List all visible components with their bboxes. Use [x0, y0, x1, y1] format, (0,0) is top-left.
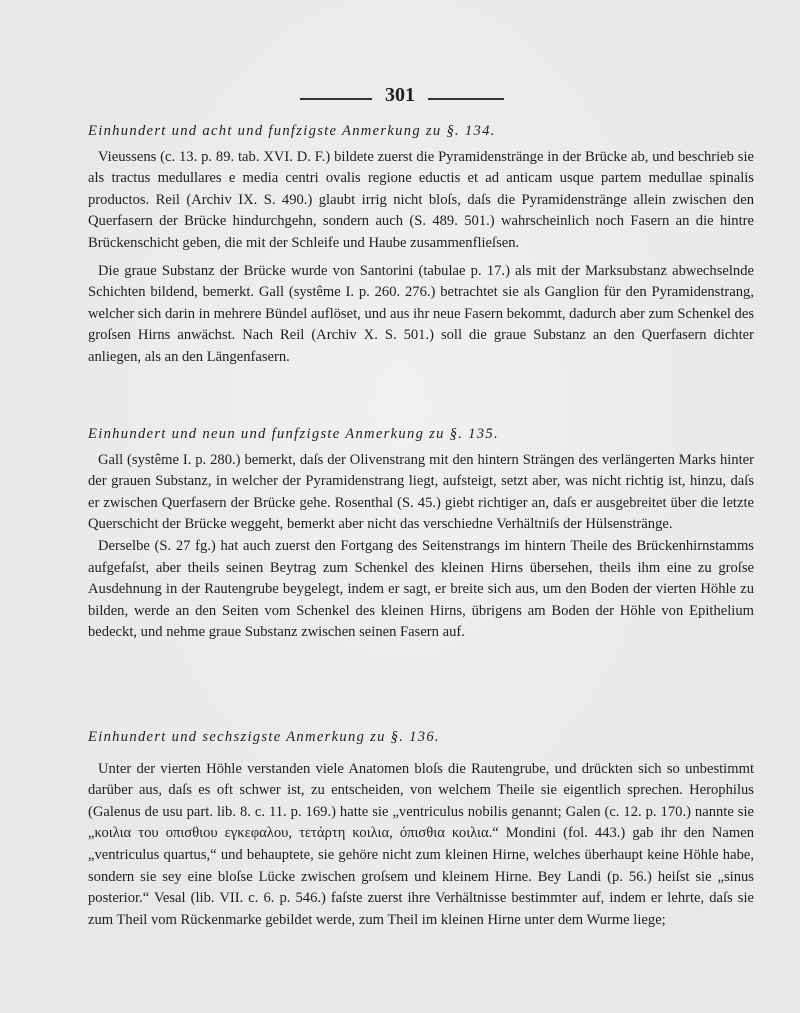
paragraph: Die graue Substanz der Brücke wurde von Santorini (tabulae p. 17.) als mit der Marksubstanz abwechselnde Schichten bildend, bemerkt. Gall (systême I. p. 260. 276.) betrachtet sie als Ganglion für den Pyramidenstrang, welcher sich darin in mehrere Bündel auflöset, und aus ihr neue Fasern bekommt, dadurch aber zum Schenkel des groſsen Hirns anwächst. Nach Reil (Archiv X. S. 501.) soll die graue Substanz an den Querfasern dichter anliegen, als an den Längenfasern.: [88, 262, 754, 365]
section-heading: Einhundert und neun und funfzigste Anmerkung zu §. 135.: [88, 426, 499, 442]
section-134: [88, 121, 754, 369]
header-rule-right: [428, 98, 504, 100]
section-135: [88, 424, 754, 644]
section-136: [88, 727, 754, 931]
page-number: 301: [385, 84, 415, 106]
header-rule-left: [300, 98, 372, 100]
paragraph: Gall (systême I. p. 280.) bemerkt, daſs der Olivenstrang mit den hintern Strängen des verlängerten Marks hinter der grauen Substanz, in welcher der Pyramidenstrang liegt, aufsteigt, setzt aber, was nicht richtig ist, hinzu, daſs er zwischen Querfasern der Brücke gehe. Rosenthal (S. 45.) giebt richtiger an, daſs er ausgebreitet über die letzte Querschicht der Brücke weggeht, bemerkt aber nicht das verschiedne Verhältniſs der Hülsenstränge.: [88, 451, 754, 533]
paragraph: Unter der vierten Höhle verstanden viele Anatomen bloſs die Rautengrube, und drückten sich so unbestimmt darüber aus, daſs es oft schwer ist, zu entscheiden, von welchem Theile sie eigentlich sprechen. Herophilus (Galenus de usu part. lib. 8. c. 11. p. 169.) hatte sie „ventriculus nobilis genannt; Galen (c. 12. p. 170.) nannte sie „κοιλια του οπισθιου εγκεφαλου, τετάρτη κοιλια, όπισθια κοιλια.“ Mondini (fol. 443.) gab ihr den Namen „ventriculus quartus,“ und behauptete, sie gehöre nicht zum kleinen Hirne, welches überhaupt keine Höhle habe, sondern sie sey eine bloſse Lücke zwischen groſsem und kleinem Hirne. Bey Landi (p. 56.) heiſst sie „sinus posterior.“ Vesal (lib. VII. c. 6. p. 546.) faſste zuerst ihre Verhältnisse bestimmter auf, indem er lehrte, daſs sie zum Theil vom Rückenmarke gebildet werde, zum Theil im kleinen Hirne unter dem Wurme liege;: [88, 760, 754, 928]
section-heading: Einhundert und acht und funfzigste Anmerkung zu §. 134.: [88, 123, 496, 139]
paragraph: Derselbe (S. 27 fg.) hat auch zuerst den Fortgang des Seitenstrangs im hintern Theile des Brückenhirnstamms aufgefaſst, aber theils seinen Beytrag zum Schenkel des kleinen Hirns übersehen, theils ihm eine zu groſse Ausdehnung in der Rautengrube beygelegt, indem er sagt, er breite sich aus, um den Boden der vierten Höhle zu bilden, werde an den Seiten vom Schenkel des kleinen Hirns, übrigens am Boden der Höhle von Epithelium bedeckt, und nehme graue Substanz zwischen seinen Fasern auf.: [88, 537, 754, 641]
page-header: [0, 84, 800, 114]
section-heading: Einhundert und sechszigste Anmerkung zu §. 136.: [88, 729, 440, 745]
paragraph: Vieussens (c. 13. p. 89. tab. XVI. D. F.) bildete zuerst die Pyramidenstränge in der Brücke ab, und beschrieb sie als tractus medullares e media centri ovalis regione eductis et ad anticam usque partem medullae spinalis productos. Reil (Archiv IX. S. 490.) glaubt irrig nicht bloſs, daſs die Pyramidenstränge allein zwischen den Querfasern der Brücke hindurchgehn, sondern auch (S. 489. 501.) wahrscheinlich noch Fasern an die hintre Brückenschicht geben, die mit der Schleife und Haube zusammenflieſsen.: [88, 148, 754, 251]
